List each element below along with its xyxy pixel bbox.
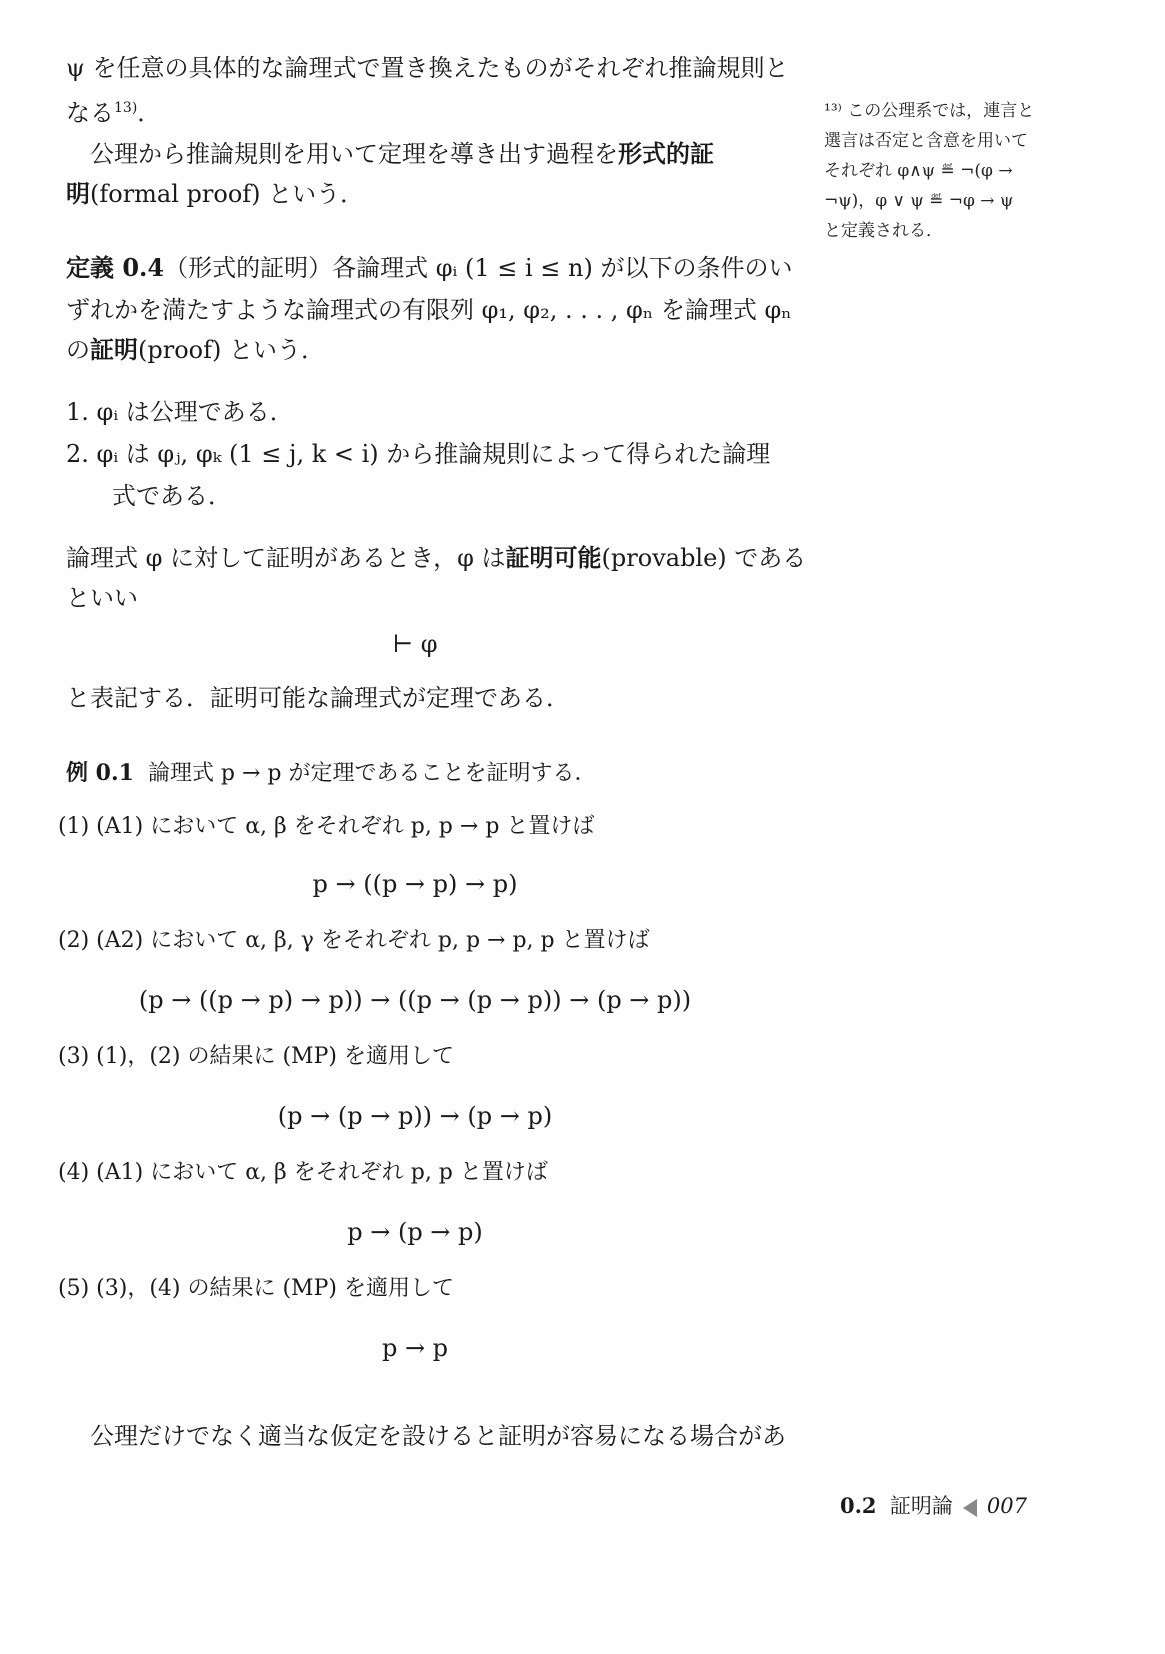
definition-line <box>66 334 325 366</box>
term-provable: 証明可能 <box>505 543 602 572</box>
definition-line <box>66 252 793 284</box>
proof-step: (1) (A1) において α, β をそれぞれ p, p → p と置けば <box>58 814 595 839</box>
body-text: (proof) という． <box>138 336 325 364</box>
footnote-ref: 13) <box>114 100 138 116</box>
margin-note-line: と定義される． <box>824 221 943 241</box>
display-equation: (p → (p → p)) → (p → p) <box>277 1102 553 1130</box>
triangle-left-icon <box>963 1499 977 1517</box>
margin-note-line: ¬ψ)，φ ∨ ψ ≝ ¬φ → ψ <box>824 191 1014 211</box>
list-item: 1. φᵢ は公理である． <box>66 398 294 426</box>
list-item: 2. φᵢ は φⱼ, φₖ (1 ≤ j, k < i) から推論規則によって得られた論理 <box>66 440 771 468</box>
definition-line: ずれかを満たすような論理式の有限列 φ₁, φ₂, . . . , φₙ を論理式 φₙ <box>66 296 792 324</box>
proof-step: (4) (A1) において α, β をそれぞれ p, p と置けば <box>58 1160 548 1185</box>
display-equation: p → p <box>381 1334 449 1362</box>
margin-note-line: ¹³⁾ この公理系では，連言と <box>824 101 1035 121</box>
body-line: と表記する．証明可能な論理式が定理である． <box>66 684 570 712</box>
display-equation: (p → ((p → p) → p)) → ((p → (p → p)) → (p → p)) <box>138 986 692 1014</box>
term-formal-proof: 形式的証 <box>618 139 714 168</box>
example-title: 論理式 p → p が定理であることを証明する． <box>147 761 597 786</box>
body-line <box>66 178 364 210</box>
example-heading: 例 0.1 <box>66 760 134 786</box>
body-line <box>66 542 806 574</box>
body-text: 論理式 φ に対して証明があるとき，φ は <box>66 544 506 572</box>
proof-step: (3) (1)，(2) の結果に (MP) を適用して <box>58 1044 454 1069</box>
body-text: 公理から推論規則を用いて定理を導き出す過程を <box>90 140 618 168</box>
body-line: 公理だけでなく適当な仮定を設けると証明が容易になる場合があ <box>90 1422 786 1450</box>
proof-step: (5) (3)，(4) の結果に (MP) を適用して <box>58 1276 454 1301</box>
margin-note-line: それぞれ φ∧ψ ≝ ¬(φ → <box>824 161 1013 181</box>
page-footer <box>840 1490 1027 1520</box>
margin-note-line: 選言は否定と含意を用いて <box>824 131 1028 151</box>
footer-section-number: 0.2 <box>840 1493 877 1518</box>
footer-section-title: 証明論 <box>889 1494 953 1518</box>
display-equation: p → (p → p) <box>347 1218 483 1246</box>
proof-step: (2) (A2) において α, β, γ をそれぞれ p, p → p, p と置けば <box>58 928 650 953</box>
display-equation: ⊢ φ <box>392 630 438 658</box>
definition-heading: 定義 0.4 <box>66 253 165 282</box>
term-formal-proof: 明 <box>66 179 90 208</box>
body-text: （形式的証明）各論理式 φᵢ (1 ≤ i ≤ n) が以下の条件のい <box>164 254 793 282</box>
example-line <box>66 758 597 789</box>
body-text: ． <box>137 99 162 127</box>
body-text: (formal proof) という． <box>90 180 365 208</box>
body-text: の <box>66 336 90 364</box>
page-number: 007 <box>986 1494 1027 1518</box>
body-text: なる <box>66 99 114 127</box>
list-item-continuation: 式である． <box>112 482 232 510</box>
display-equation: p → ((p → p) → p) <box>312 870 518 898</box>
body-line <box>66 92 161 129</box>
body-text: (provable) である <box>601 544 807 572</box>
body-line: ψ を任意の具体的な論理式で置き換えたものがそれぞれ推論規則と <box>66 54 789 82</box>
body-line <box>90 138 714 170</box>
body-line: といい <box>66 584 138 612</box>
term-proof: 証明 <box>90 335 138 364</box>
